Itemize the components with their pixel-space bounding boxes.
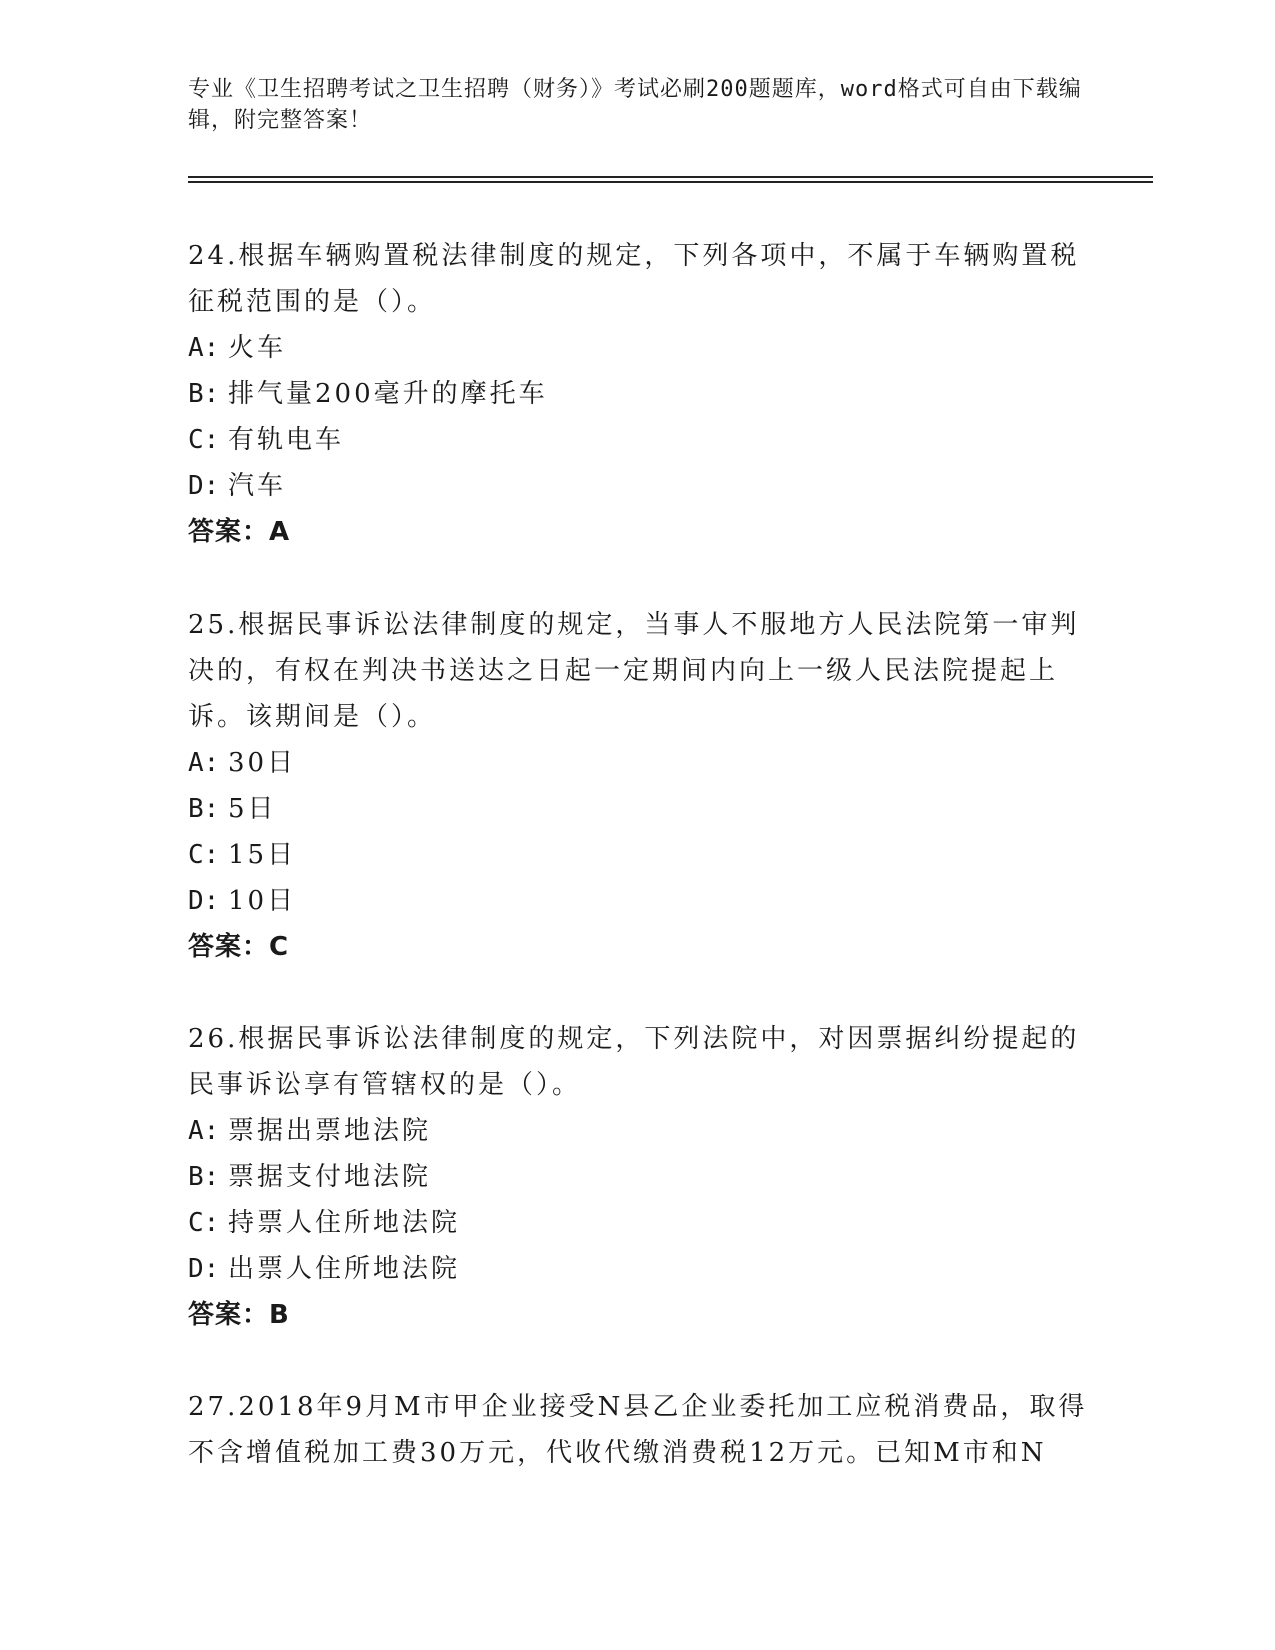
option-a bbox=[188, 1108, 1088, 1154]
question-stem: 24.根据车辆购置税法律制度的规定，下列各项中，不属于车辆购置税征税范围的是（）。 bbox=[188, 241, 1080, 317]
option-c bbox=[188, 832, 1088, 878]
option-c bbox=[188, 417, 1088, 463]
question-stem: 26.根据民事诉讼法律制度的规定，下列法院中，对因票据纠纷提起的民事诉讼享有管辖权的是（）。 bbox=[188, 1024, 1080, 1100]
option-letter: C: bbox=[188, 1208, 220, 1238]
option-text: 出票人住所地法院 bbox=[228, 1254, 461, 1284]
option-d bbox=[188, 463, 1088, 509]
option-a bbox=[188, 325, 1088, 371]
answer: 答案：C bbox=[188, 932, 290, 962]
option-text: 15日 bbox=[228, 840, 297, 870]
option-text: 票据支付地法院 bbox=[228, 1162, 432, 1192]
option-text: 30日 bbox=[228, 748, 297, 778]
document-header: 专业《卫生招聘考试之卫生招聘（财务）》考试必刷200题题库，word格式可自由下载编辑，附完整答案！ bbox=[188, 77, 1082, 133]
option-text: 票据出票地法院 bbox=[228, 1116, 432, 1146]
option-letter: D: bbox=[188, 886, 220, 916]
option-text: 持票人住所地法院 bbox=[228, 1208, 461, 1238]
option-text: 5日 bbox=[228, 794, 277, 824]
option-letter: A: bbox=[188, 748, 220, 778]
option-letter: B: bbox=[188, 794, 220, 824]
option-text: 有轨电车 bbox=[228, 425, 345, 455]
option-c bbox=[188, 1200, 1088, 1246]
answer: 答案：B bbox=[188, 1300, 290, 1330]
question-26 bbox=[188, 1016, 1088, 1338]
option-letter: B: bbox=[188, 379, 220, 409]
option-text: 汽车 bbox=[228, 471, 287, 501]
question-stem: 27.2018年9月M市甲企业接受N县乙企业委托加工应税消费品，取得不含增值税加工费30万元，代收代缴消费税12万元。已知M市和N bbox=[188, 1392, 1088, 1468]
option-text: 10日 bbox=[228, 886, 297, 916]
option-text: 排气量200毫升的摩托车 bbox=[228, 379, 548, 409]
option-letter: B: bbox=[188, 1162, 220, 1192]
question-25 bbox=[188, 602, 1088, 970]
header-divider-top bbox=[188, 176, 1153, 178]
answer: 答案：A bbox=[188, 517, 291, 547]
option-text: 火车 bbox=[228, 333, 287, 363]
option-letter: C: bbox=[188, 425, 220, 455]
option-letter: A: bbox=[188, 333, 220, 363]
option-a bbox=[188, 740, 1088, 786]
option-b bbox=[188, 1154, 1088, 1200]
question-27 bbox=[188, 1384, 1088, 1476]
option-d bbox=[188, 1246, 1088, 1292]
option-letter: A: bbox=[188, 1116, 220, 1146]
header-divider-bottom bbox=[188, 181, 1153, 183]
question-24 bbox=[188, 233, 1088, 555]
option-letter: C: bbox=[188, 840, 220, 870]
question-stem: 25.根据民事诉讼法律制度的规定，当事人不服地方人民法院第一审判决的，有权在判决书送达之日起一定期间内向上一级人民法院提起上诉。该期间是（）。 bbox=[188, 610, 1080, 732]
option-letter: D: bbox=[188, 1254, 220, 1284]
option-b bbox=[188, 371, 1088, 417]
option-d bbox=[188, 878, 1088, 924]
option-letter: D: bbox=[188, 471, 220, 501]
option-b bbox=[188, 786, 1088, 832]
